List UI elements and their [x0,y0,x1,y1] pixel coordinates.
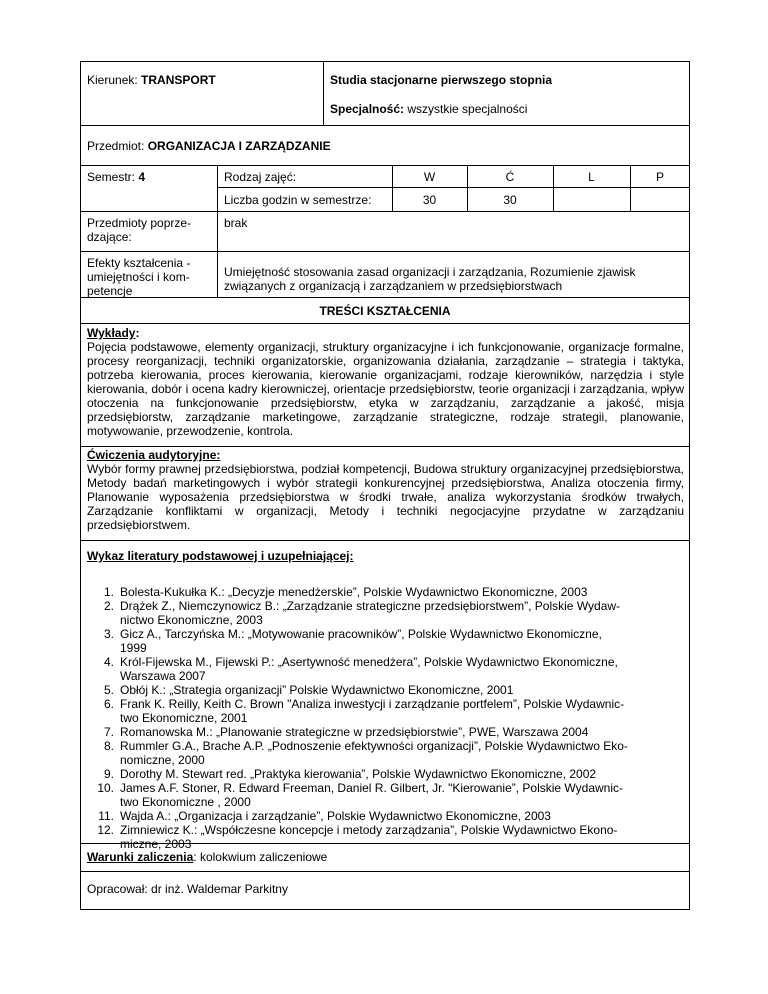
literature-item [88,697,680,725]
literature-item-text: Król-Fijewska M., Fijewski P.: „Asertywność menedżera”, Polskie Wydawnictwo Ekonomiczne, [120,655,618,669]
hours-w: 30 [422,193,437,207]
study-mode: Studia stacjonarne pierwszego stopnia [330,73,553,87]
literature-item-number: 9. [103,767,114,781]
lectures-text: Pojęcia podstawowe, elementy organizacji, struktury organizacyjne i ich funkcjonowanie, organizacje formalne, procesy reorganizacji, techniki organizatorskie, organizowania działania, zarządzanie – strategia i taktyka, potrzeba kierowania, proces kierowania, kierowanie organizacjami, rodzaje kierowników, narzędzia i style kierowania, dobór i ocena kadry kierowniczej, orientacje przedsiębiorstw, teorie organizacji i zarządzania, wpływ otoczenia na funkcjonowanie przedsiębiorstw, etyka w zarządzaniu, zarządzanie a jakość, misja przedsiębiorstw, zarządzanie marketingowe, zarządzanie strategiczne, rodzaje strategii, planowanie, motywowanie, przewodzenie, kontrola. [87,340,684,438]
lectures-heading: Wykłady: [87,326,140,340]
col-divider [217,165,218,297]
row-divider [80,446,690,447]
literature-item-text: Romanowska M.: „Planowanie strategiczne w przedsiębiorstwie”, PWE, Warszawa 2004 [120,725,589,739]
outcomes-label-2: umiejętności i kom- [87,270,190,284]
literature-item-number: 4. [103,655,114,669]
row-divider [80,871,690,872]
semestr: Semestr: 4 [87,170,146,184]
kierunek: Kierunek: TRANSPORT [87,73,216,87]
literature-item-text-cont: miczne, 2003 [120,837,192,851]
literature-item [88,599,680,627]
literature-item-text: Rummler G.A., Brache A.P. „Podnoszenie efektywności organizacji”, Polskie Wydawnictwo Eko- [120,739,628,753]
literature-item [88,767,680,781]
literature-item-text-cont: 1999 [120,641,147,655]
exercises-text: Wybór formy prawnej przedsiębiorstwa, podział kompetencji, Budowa struktury organizacyjnej przedsiębiorstwa, Metody badań marketingowych i wybór strategii konkurencyjnej przedsiębiorstwa, Analiza otoczenia firmy, Planowanie wyposażenia przedsiębiorstwa w środki trwałe, analiza wykorzystania środków trwałych, Zarządzanie konfliktami w organizacji, Metody i techniki negocjacyjne przydatne w zarządzaniu przedsiębiorstwem. [87,462,684,532]
literature-item [88,585,680,599]
literature-item-text-cont: Warszawa 2007 [120,669,206,683]
row-divider [80,297,690,298]
liczba-godzin-label: Liczba godzin w semestrze: [224,193,372,207]
literature-item [88,823,680,851]
outcomes-label-3: petencje [87,284,133,298]
literature-item-text: Drążek Z., Niemczynowicz B.: „Zarządzanie strategiczne przedsiębiorstwem”, Polskie Wydaw- [120,599,621,613]
literature-heading: Wykaz literatury podstawowej i uzupełniającej: [87,549,354,563]
row-divider [80,251,690,252]
literature-item [88,809,680,823]
specjalnosc-value: wszystkie specjalności [407,102,528,116]
outcomes-value-1: Umiejętność stosowania zasad organizacji i zarządzania, Rozumienie zjawisk [224,265,636,279]
semestr-value: 4 [138,170,146,184]
literature-item-text: Gicz A., Tarczyńska M.: „Motywowanie pracowników”, Polskie Wydawnictwo Ekonomiczne, [120,627,602,641]
row-divider [80,125,690,126]
col-divider [323,61,324,125]
przedmiot: Przedmiot: ORGANIZACJA I ZARZĄDZANIE [87,139,331,153]
literature-list [88,585,680,851]
literature-item-number: 10. [97,781,114,795]
literature-item-text: Frank K. Reilly, Keith C. Brown "Analiza inwestycji i zarządzanie portfelem”, Polskie Wydawnic- [120,697,625,711]
literature-item-number: 7. [103,725,114,739]
exercises-heading: Ćwiczenia audytoryjne: [87,448,221,462]
prerequisites-value: brak [224,216,248,230]
row-divider [217,187,690,188]
literature-item-text: Dorothy M. Stewart red. „Praktyka kierowania”, Polskie Wydawnictwo Ekonomiczne, 2002 [120,767,597,781]
literature-item-number: 11. [98,809,114,823]
prepared-by: Opracował: dr inż. Waldemar Parkitny [87,882,288,896]
literature-item-number: 2. [103,599,114,613]
row-divider [80,211,690,212]
specjalnosc: Specjalność: wszystkie specjalności [330,102,528,116]
column-c: Ć [505,170,515,184]
literature-item-text-cont: nictwo Ekonomiczne, 2003 [120,613,263,627]
literature-item-text: Bolesta-Kukułka K.: „Decyzje menedżerskie”, Polskie Wydawnictwo Ekonomiczne, 2003 [120,585,588,599]
content-heading: TREŚCI KSZTAŁCENIA [319,304,451,318]
literature-item [88,725,680,739]
literature-item [88,781,680,809]
literature-item [88,683,680,697]
literature-item-text-cont: two Ekonomiczne , 2000 [120,795,251,809]
outcomes-label-1: Efekty kształcenia - [87,256,191,270]
przedmiot-value: ORGANIZACJA I ZARZĄDZANIE [147,139,331,153]
row-divider [80,540,690,541]
literature-item-number: 6. [103,697,114,711]
literature-item-number: 5. [103,683,114,697]
pass-conditions: Warunki zaliczenia: kolokwium zaliczeniowe [87,850,328,864]
outcomes-value-2: związanych z organizacją i zarządzaniem w przedsiębiorstwach [224,279,563,293]
literature-item-text: Wajda A.: „Organizacja i zarządzanie”, Polskie Wydawnictwo Ekonomiczne, 2003 [120,809,551,823]
literature-item-number: 3. [103,627,114,641]
column-l: L [588,170,595,184]
row-divider [80,165,690,166]
literature-item [88,655,680,683]
literature-item-number: 12. [97,823,114,837]
column-p: P [655,170,664,184]
prerequisites-label-2: dzające: [87,230,132,244]
literature-item-text: Obłój K.: „Strategia organizacji” Polskie Wydawnictwo Ekonomiczne, 2001 [120,683,514,697]
literature-item-number: 8. [103,739,114,753]
literature-item [88,627,680,655]
rodzaj-zajec-label: Rodzaj zajęć: [224,170,297,184]
row-divider [80,323,690,324]
prerequisites-label-1: Przedmioty poprze- [87,216,192,230]
literature-item-text: Zimniewicz K.: „Współczesne koncepcje i metody zarządzania”, Polskie Wydawnictwo Ekono- [120,823,618,837]
kierunek-value: TRANSPORT [141,73,216,87]
literature-item-text-cont: two Ekonomiczne, 2001 [120,711,248,725]
pass-conditions-value: kolokwium zaliczeniowe [199,850,328,864]
literature-item-number: 1. [103,585,114,599]
literature-item [88,739,680,767]
hours-c: 30 [503,193,517,207]
column-w: W [423,170,436,184]
literature-item-text: James A.F. Stoner, R. Edward Freeman, Daniel R. Gilbert, Jr. "Kierowanie”, Polskie Wydawnic- [120,781,624,795]
literature-item-text-cont: nomiczne, 2000 [120,753,205,767]
